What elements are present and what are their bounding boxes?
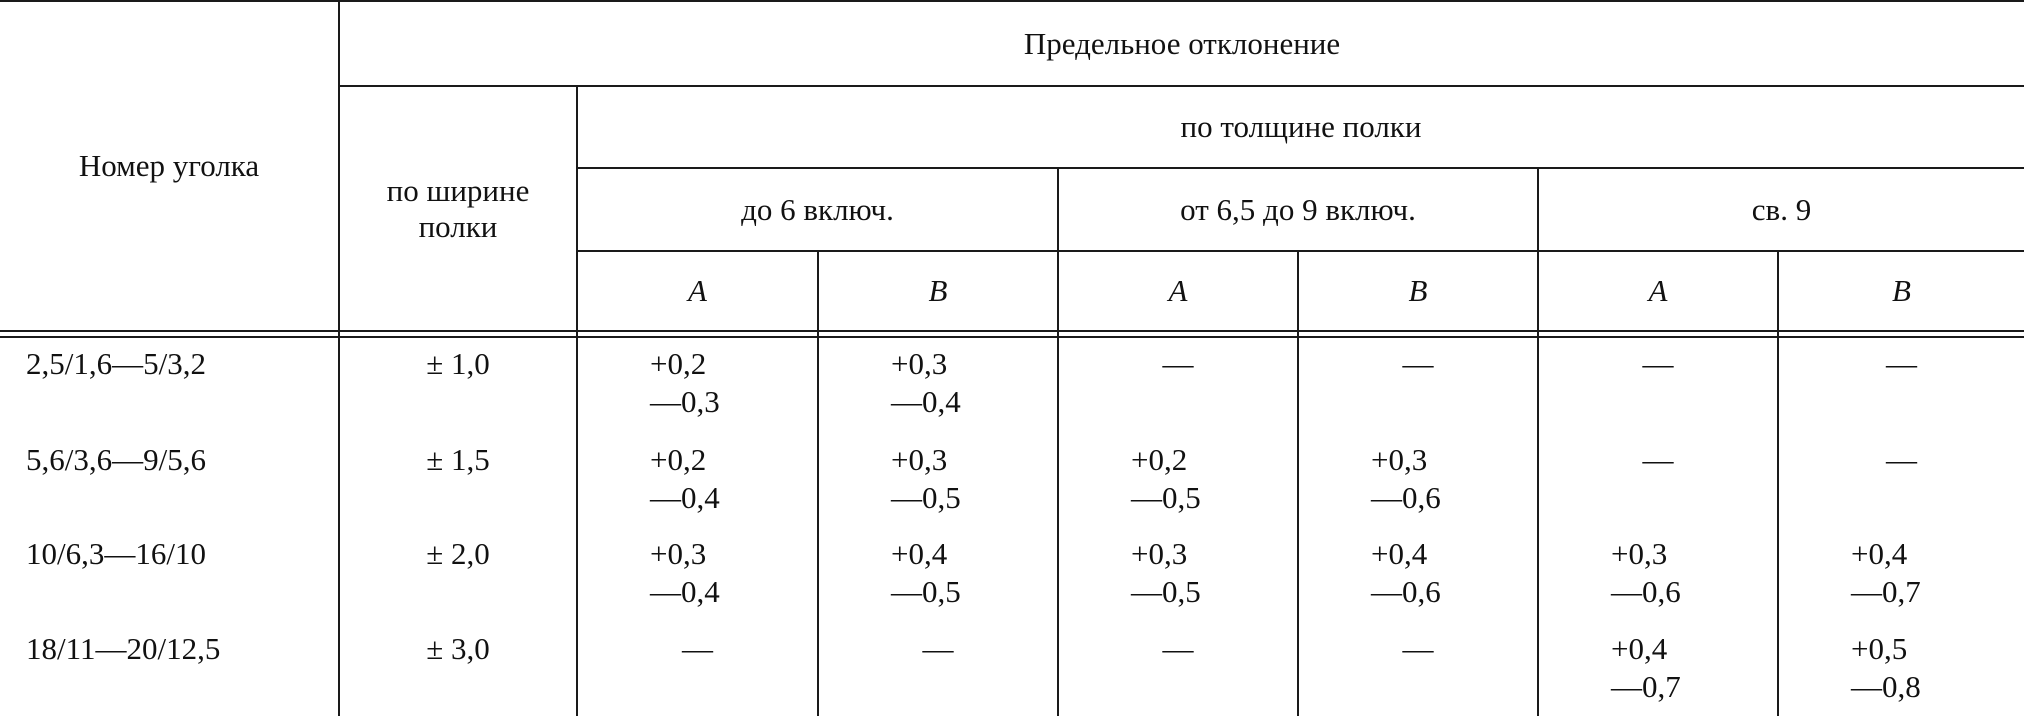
header-range-label: св. 9: [1751, 191, 1812, 227]
row-number: 5,6/3,6—9/5,6: [26, 442, 206, 477]
cell-dash: —: [1402, 346, 1434, 381]
cell-upper-deviation: +0,3: [891, 442, 948, 477]
row-width-tolerance: ± 1,5: [426, 442, 490, 477]
row-width-tolerance: ± 2,0: [426, 536, 490, 571]
row-number: 2,5/1,6—5/3,2: [26, 346, 206, 381]
cell-dash: —: [1162, 346, 1194, 381]
cell-lower-deviation: —0,7: [1851, 574, 1921, 609]
header-range-label: до 6 включ.: [741, 191, 894, 227]
header-class-b: [1299, 252, 1537, 330]
cell-lower-deviation: —0,4: [891, 384, 961, 419]
header-range-up-to-6: [578, 169, 1057, 250]
cell-lower-deviation: —0,6: [1371, 480, 1441, 515]
cell-upper-deviation: +0,4: [891, 536, 948, 571]
cell-lower-deviation: —0,4: [650, 574, 720, 609]
cell-upper-deviation: +0,4: [1371, 536, 1428, 571]
cell-lower-deviation: —0,5: [891, 574, 961, 609]
cell-lower-deviation: —0,5: [1131, 574, 1201, 609]
cell-upper-deviation: +0,4: [1851, 536, 1908, 571]
cell-lower-deviation: —0,4: [650, 480, 720, 515]
cell-dash: —: [682, 631, 713, 666]
cell-upper-deviation: +0,2: [650, 442, 707, 477]
header-limit-deviation: [340, 2, 2024, 85]
cell-upper-deviation: +0,2: [1131, 442, 1188, 477]
cell-dash: —: [1886, 442, 1917, 477]
header-number-label: Номер уголка: [78, 148, 260, 183]
cell-lower-deviation: —0,8: [1851, 669, 1921, 704]
row-width-tolerance: ± 1,0: [426, 346, 490, 381]
header-range-label: от 6,5 до 9 включ.: [1180, 191, 1416, 227]
cell-lower-deviation: —0,6: [1371, 574, 1441, 609]
cell-lower-deviation: —0,5: [891, 480, 961, 515]
cell-lower-deviation: —0,6: [1611, 574, 1681, 609]
cell-dash: —: [1886, 346, 1917, 381]
cell-upper-deviation: +0,3: [1611, 536, 1668, 571]
cell-upper-deviation: +0,3: [891, 346, 948, 381]
cell-upper-deviation: +0,3: [650, 536, 707, 571]
header-range-6-5-to-9: [1059, 169, 1537, 250]
header-number: [0, 2, 338, 330]
header-class-label: A: [1648, 273, 1668, 308]
cell-dash: —: [1642, 442, 1674, 477]
header-class-a: [1059, 252, 1297, 330]
row-number: 18/11—20/12,5: [26, 631, 221, 666]
header-range-over-9: [1539, 169, 2024, 250]
header-class-b: [1779, 252, 2024, 330]
cell-upper-deviation: +0,5: [1851, 631, 1908, 666]
header-by-thickness: [578, 87, 2024, 167]
header-limit-deviation-label: Предельное отклонение: [1023, 25, 1341, 61]
cell-upper-deviation: +0,3: [1371, 442, 1428, 477]
header-class-a: [1539, 252, 1777, 330]
cell-lower-deviation: —0,3: [650, 384, 720, 419]
header-class-label: A: [688, 273, 707, 308]
cell-dash: —: [922, 631, 954, 666]
cell-dash: —: [1402, 631, 1434, 666]
cell-lower-deviation: —0,5: [1131, 480, 1201, 515]
header-class-b: [819, 252, 1057, 330]
header-by-thickness-label: по толщине полки: [1180, 109, 1422, 144]
header-class-label: B: [928, 273, 948, 308]
header-by-width: [340, 87, 576, 330]
header-class-label: B: [1408, 273, 1428, 308]
header-class-label: A: [1168, 273, 1188, 308]
row-number: 10/6,3—16/10: [26, 536, 206, 571]
header-class-a: [578, 252, 817, 330]
cell-lower-deviation: —0,7: [1611, 669, 1681, 704]
cell-dash: —: [1162, 631, 1194, 666]
cell-dash: —: [1642, 346, 1674, 381]
row-width-tolerance: ± 3,0: [426, 631, 490, 666]
cell-upper-deviation: +0,2: [650, 346, 707, 381]
cell-upper-deviation: +0,4: [1611, 631, 1668, 666]
header-by-width-label: по ширине полки: [386, 172, 530, 244]
cell-upper-deviation: +0,3: [1131, 536, 1188, 571]
header-class-label: B: [1892, 273, 1911, 308]
